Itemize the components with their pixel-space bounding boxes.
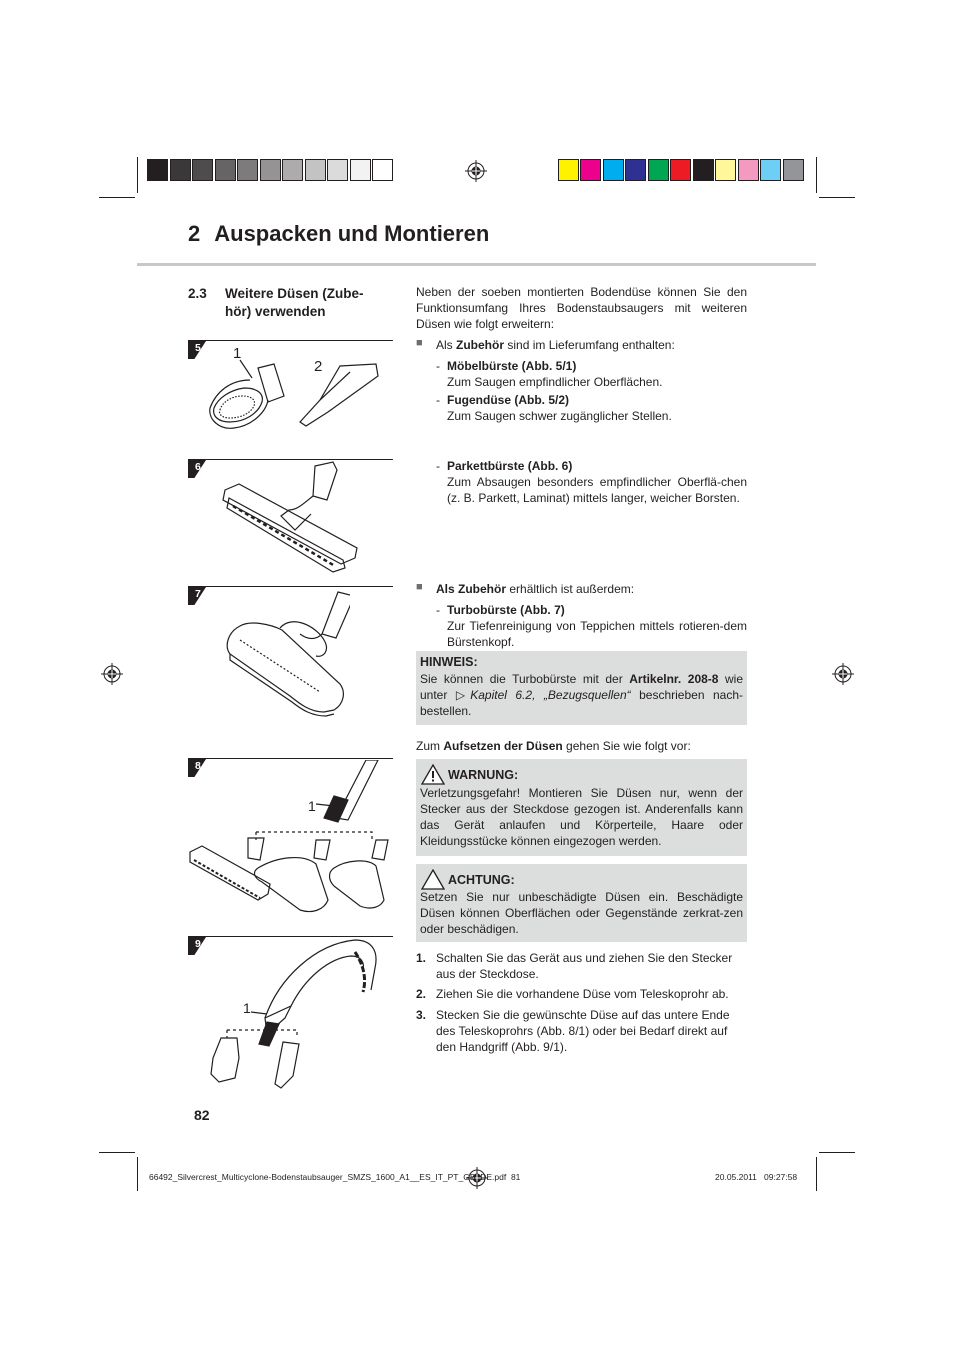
page-title — [188, 221, 489, 247]
turbo-brush-drawing — [220, 588, 350, 718]
color-swatch — [648, 159, 669, 181]
gray-swatch — [192, 159, 213, 181]
color-swatch — [738, 159, 759, 181]
note-text: Sie können die Turbobürste mit der Artikelnr. 208-8 wie unter ▷Kapitel 6.2, „Bezugsquellen“ beschrieben nach-bestellen. — [420, 672, 744, 718]
color-swatch — [693, 159, 714, 181]
gray-swatch — [237, 159, 258, 181]
color-swatch — [580, 159, 601, 181]
registration-mark-icon — [465, 160, 487, 182]
warning-title: WARNUNG: — [448, 768, 519, 782]
figure-callout: 1 — [243, 1000, 251, 1016]
handle-with-nozzles-drawing — [205, 938, 385, 1098]
intro-paragraph: Neben der soeben montierten Bodendüse können Sie den Funktionsumfang Ihres Bodenstaubsaugers mit weiteren Düsen wie folgt erweitern: — [416, 285, 747, 331]
parquet-brush-drawing — [215, 460, 365, 575]
figure-number: 6 — [195, 461, 201, 473]
chapter-number: 2 — [188, 221, 201, 246]
footer-file: 66492_Silvercrest_Multicyclone-Bodenstaubsauger_SMZS_1600_A1__ES_IT_PT_GB_DE.pdf 81 — [149, 1172, 521, 1182]
mount-intro: Zum Aufsetzen der Düsen gehen Sie wie folgt vor: — [416, 739, 691, 753]
gray-swatch — [170, 159, 191, 181]
caution-box — [416, 864, 747, 942]
gray-swatch — [327, 159, 348, 181]
note-box — [416, 651, 747, 725]
furniture-brush-and-crevice-nozzle-drawing — [200, 350, 390, 440]
color-swatch — [760, 159, 781, 181]
figure-number: 9 — [195, 938, 201, 950]
figure-callout: 1 — [308, 798, 316, 814]
color-swatch — [558, 159, 579, 181]
square-bullet-icon: ■ — [416, 581, 423, 593]
gray-swatch — [282, 159, 303, 181]
registration-mark-icon — [832, 663, 854, 685]
figure-number: 8 — [195, 760, 201, 772]
figure-number: 5 — [195, 342, 201, 354]
square-bullet-icon: ■ — [416, 337, 423, 349]
note-title: HINWEIS: — [420, 655, 478, 669]
chapter-title: Auspacken und Montieren — [214, 221, 490, 246]
footer-timestamp: 20.05.2011 09:27:58 — [715, 1172, 798, 1182]
figure-callout: 1 — [233, 345, 242, 362]
gray-swatch — [372, 159, 393, 181]
warning-box — [416, 759, 747, 856]
gray-swatch — [260, 159, 281, 181]
registration-mark-icon — [101, 663, 123, 685]
figure-number: 7 — [195, 588, 201, 600]
color-swatch — [715, 159, 736, 181]
included-intro: Als Zubehör sind im Lieferumfang enthalten: — [436, 338, 675, 352]
caution-text: Setzen Sie nur unbeschädigte Düsen ein. Beschädigte Düsen können Oberflächen oder Gegenstände zerkrat-zen oder beschädigen. — [420, 890, 743, 936]
warning-triangle-icon — [421, 764, 445, 785]
gray-swatch — [350, 159, 371, 181]
warning-text: Verletzungsgefahr! Montieren Sie Düsen nur, wenn der Stecker aus der Steckdose gezogen ist. Anderenfalls kann das Gerät anlaufen und Körperteile, Haare oder Kleidungsstücke können eingezogen werden. — [420, 786, 743, 848]
caution-triangle-icon — [421, 869, 445, 890]
color-swatch — [783, 159, 804, 181]
page-number: 82 — [194, 1107, 210, 1123]
color-swatch — [670, 159, 691, 181]
gray-swatch — [305, 159, 326, 181]
caution-title: ACHTUNG: — [448, 873, 515, 887]
telescopic-tube-with-nozzles-drawing — [188, 760, 393, 920]
gray-swatch — [215, 159, 236, 181]
title-rule — [137, 263, 816, 266]
figure-callout: 2 — [314, 358, 323, 375]
section-number: 2.3 — [188, 286, 207, 301]
chapter-reference[interactable]: Kapitel 6.2, „Bezugsquellen“ — [470, 688, 631, 702]
optional-intro: Als Zubehör erhältlich ist außerdem: — [436, 582, 635, 596]
section-title: Weitere Düsen (Zube-hör) verwenden — [225, 286, 364, 319]
gray-swatch — [147, 159, 168, 181]
color-swatch — [603, 159, 624, 181]
color-swatch — [625, 159, 646, 181]
triangle-arrow-icon: ▷ — [455, 688, 471, 702]
